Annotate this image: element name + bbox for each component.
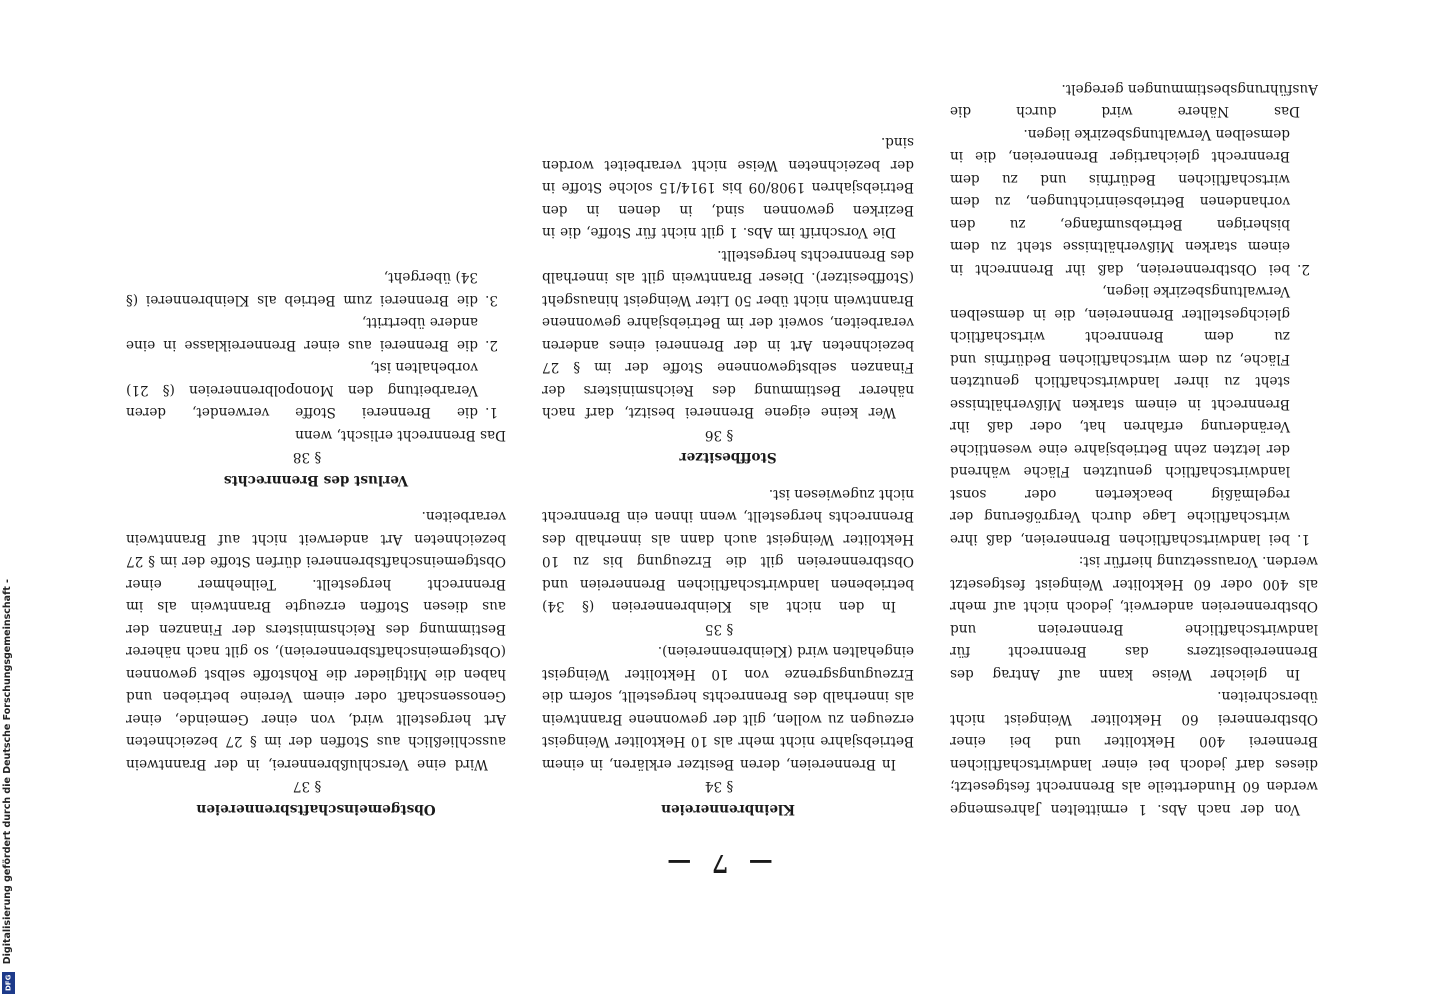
paragraph: Die Vorschrift im Abs. 1 gilt nicht für Stoffe, die in Bezirken gewonnen sind, in denen in den Betriebsjahren 1908/09 bis 1914/15 solche Stoffe in der bezeichneten Weise nicht verarbeitet worden sind. xyxy=(542,134,914,241)
list-number: 2. xyxy=(485,337,498,353)
paragraph: Das Brennrecht erlischt, wenn xyxy=(295,427,506,443)
conditions-list xyxy=(950,123,1318,551)
text-column-1 xyxy=(950,78,1318,821)
list-number: 1. xyxy=(485,404,498,421)
paragraph: Das Nähere wird durch die Ausführungsbestimmungen geregelt. xyxy=(950,81,1318,120)
section-number: § 36 xyxy=(704,427,734,443)
paragraph: Wird eine Verschlußbrennerei, in der Branntwein ausschließlich aus Stoffen der im § 27 bezeichneten Art hergestellt wird, von einer Gemeinde, einer Genossenschaft oder einem Vereine betrieben und haben die Mitglieder die Rohstoffe selbst gewonnen (Obstgemeinschaftsbrennereien), so gilt nach näherer Bestimmung des Reichsministers der Finanzen der aus diesen Stoffen erzeugte Branntwein als im Brennrecht hergestellt. Teilnehmer einer Obstgemeinschaftsbrennerei dürfen Stoffe der im § 27 bezeichneten Art anderweit nicht auf Branntwein verarbeiten. xyxy=(126,508,506,772)
section-heading: Obstgemeinschaftsbrennereien xyxy=(196,801,436,817)
text-column-2 xyxy=(542,131,914,820)
section-number: § 35 xyxy=(704,621,734,637)
list-number: 2. xyxy=(1297,261,1310,277)
section-heading: Verlust des Brennrechts xyxy=(223,472,409,488)
list-text: die Brennerei Stoffe verwendet, deren Verarbeitung den Monopolbrennereien (§ 21) vorbehalten ist, xyxy=(126,359,478,421)
dfg-logo: DFG xyxy=(2,972,15,994)
list-text: die Brennerei aus einer Brennereiklasse in eine andere übertritt, xyxy=(126,314,478,353)
page-number: — 7 — xyxy=(661,849,773,878)
section-number: § 34 xyxy=(704,778,734,795)
list-item xyxy=(126,266,506,311)
paragraph: In Brennereien, deren Besitzer erklären, in einem Betriebsjahre nicht mehr als 10 Hektoliter Weingeist erzeugen zu wollen, gilt der gewonnene Branntwein als innerhalb des Brennrechts hergestellt, sofern die Erzeugungsgrenze von 10 Hektoliter Weingeist eingehalten wird (Kleinbrennereien). xyxy=(542,643,914,772)
digitization-notice-text: Digitalisierung gefördert durch die Deutsche Forschungsgemeinschaft - xyxy=(2,578,13,964)
paragraph: Wer keine eigene Brennerei besitzt, darf nach näherer Bestimmung des Reichsministers der Finanzen selbstgewonnene Stoffe der im § 27 bezeichneten Art in der Brennerei eines anderen verarbeiten, soweit der im Betriebsjahre gewonnene Branntwein nicht über 50 Liter Weingeist hinausgeht (Stoffbesitzer). Dieser Branntwein gilt als innerhalb des Brennrechts hergestellt. xyxy=(542,247,914,421)
list-item xyxy=(126,311,506,356)
section-heading: Kleinbrennereien xyxy=(661,801,795,817)
paragraph: Von der nach Abs. 1 ermittelten Jahresmenge werden 60 Hundertteile als Brennrecht festgesetzt; dieses darf jedoch bei einer landwirtschaftlichen Brennerei 400 Hektoliter und bei einer Obstbrennerei 60 Hektoliter Weingeist nicht überschreiten. xyxy=(950,688,1318,817)
paragraph: In gleicher Weise kann auf Antrag des Brennereibesitzers das Brennrecht für landwirtschaftliche Brennereien und Obstbrennereien anderweit, jedoch nicht auf mehr als 400 oder 60 Hektoliter Weingeist festgesetzt werden. Voraussetzung hierfür ist: xyxy=(950,553,1318,682)
list-item xyxy=(950,280,1318,550)
list-number: 1. xyxy=(1297,531,1310,547)
list-number: 3. xyxy=(485,292,498,308)
loss-conditions-list xyxy=(126,266,506,424)
paragraph: In den nicht als Kleinbrennereien (§ 34) betriebenen landwirtschaftlichen Brennereien und Obstbrennereien gilt die Erzeugung bis zu 10 Hektoliter Weingeist auch dann als innerhalb des Brennrechts hergestellt, wenn ihnen ein Brennrecht nicht zugewiesen ist. xyxy=(542,486,914,615)
list-text: die Brennerei zum Betrieb als Kleinbrennerei (§ 34) übergeht, xyxy=(126,269,478,308)
section-number: § 38 xyxy=(292,449,322,466)
list-text: bei Obstbrennereien, daß ihr Brennrecht in einem starken Mißverhältnisse steht zu dem bisherigen Betriebsumfange, zu den vorhandenen Betriebseinrichtungen, zu dem wirtschaftlichen Bedürfnis und zu dem Brennrecht gleichartiger Brennereien, die in demselben Verwaltungsbezirke liegen. xyxy=(950,126,1290,277)
section-number: § 37 xyxy=(292,778,322,795)
list-text: bei landwirtschaftlichen Brennereien, daß ihre wirtschaftliche Lage durch Vergrößerung der regelmäßig beackerten oder sonst landwirtschaftlich genutzten Fläche während der letzten zehn Betriebsjahre eine wesentliche Veränderung erfahren hat, oder daß ihr Brennrecht in einem starken Mißverhältnisse steht zu ihrer landwirtschaftlich genutzten Fläche, zu dem wirtschaftlichen Bedürfnis und zu dem Brennrecht wirtschaftlich gleichgestellter Brennereien, die in demselben Verwaltungsbezirke liegen, xyxy=(950,283,1290,547)
text-column-3 xyxy=(126,266,506,820)
section-heading: Stoffbesitzer xyxy=(679,449,777,466)
list-item xyxy=(126,356,506,424)
digitization-notice xyxy=(2,578,16,992)
list-item xyxy=(950,123,1318,281)
